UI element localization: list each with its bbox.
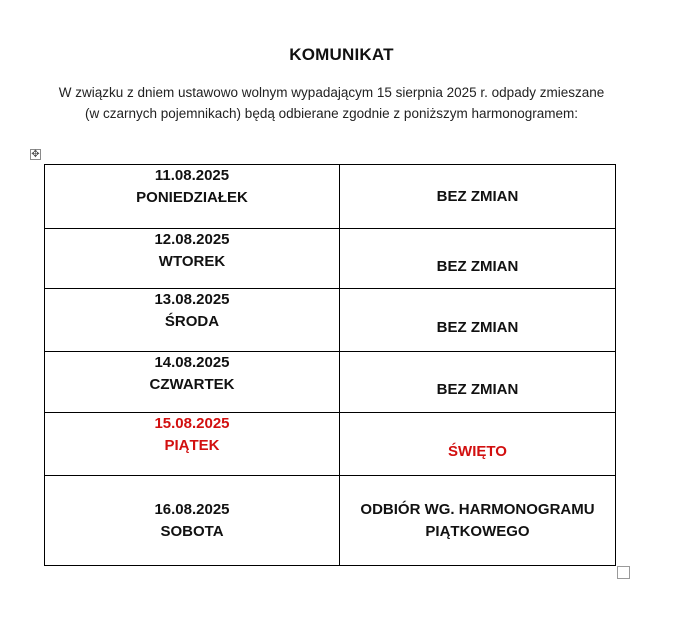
status-cell bbox=[340, 165, 616, 229]
status-text: BEZ ZMIAN bbox=[436, 319, 519, 336]
date-cell bbox=[45, 289, 340, 352]
day-text: ŚRODA bbox=[164, 313, 220, 330]
day-text: PIĄTEK bbox=[164, 437, 220, 454]
date-text: 12.08.2025 bbox=[154, 231, 230, 248]
date-cell bbox=[45, 352, 340, 413]
day-text: CZWARTEK bbox=[149, 376, 235, 393]
status-cell bbox=[340, 289, 616, 352]
table-row bbox=[45, 229, 616, 289]
status-text: ODBIÓR WG. HARMONOGRAMU bbox=[360, 500, 595, 518]
day-text: PONIEDZIAŁEK bbox=[136, 189, 248, 206]
date-text: 13.08.2025 bbox=[154, 291, 230, 308]
date-text: 16.08.2025 bbox=[154, 500, 230, 518]
date-cell bbox=[45, 165, 340, 229]
day-text: WTOREK bbox=[158, 253, 226, 270]
table-row bbox=[45, 352, 616, 413]
intro-paragraph bbox=[20, 82, 643, 124]
status-text-line-2: PIĄTKOWEGO bbox=[425, 522, 530, 540]
status-cell bbox=[340, 229, 616, 289]
table-row bbox=[45, 476, 616, 566]
document-title: KOMUNIKAT bbox=[289, 45, 394, 64]
move-arrows-icon[interactable]: ✥ bbox=[31, 148, 40, 160]
status-cell bbox=[340, 352, 616, 413]
table-row bbox=[45, 289, 616, 352]
intro-line-1: W związku z dniem ustawowo wolnym wypadającym 15 sierpnia 2025 r. odpady zmieszane bbox=[58, 85, 605, 100]
status-text: ŚWIĘTO bbox=[448, 443, 507, 460]
table-row bbox=[45, 165, 616, 229]
status-text: BEZ ZMIAN bbox=[436, 257, 519, 275]
table-row bbox=[45, 413, 616, 476]
day-text: SOBOTA bbox=[160, 522, 224, 540]
status-text: BEZ ZMIAN bbox=[436, 187, 519, 205]
status-cell bbox=[340, 413, 616, 476]
date-text: 14.08.2025 bbox=[154, 354, 230, 371]
status-text: BEZ ZMIAN bbox=[436, 381, 519, 398]
date-text: 15.08.2025 bbox=[154, 415, 230, 432]
schedule-table bbox=[44, 164, 616, 566]
date-cell bbox=[45, 413, 340, 476]
date-cell bbox=[45, 229, 340, 289]
date-cell bbox=[45, 476, 340, 566]
date-text: 11.08.2025 bbox=[154, 167, 230, 184]
status-cell bbox=[340, 476, 616, 566]
resize-handle-icon[interactable] bbox=[617, 566, 630, 579]
intro-line-2: (w czarnych pojemnikach) będą odbierane zgodnie z poniższym harmonogramem: bbox=[85, 106, 578, 121]
